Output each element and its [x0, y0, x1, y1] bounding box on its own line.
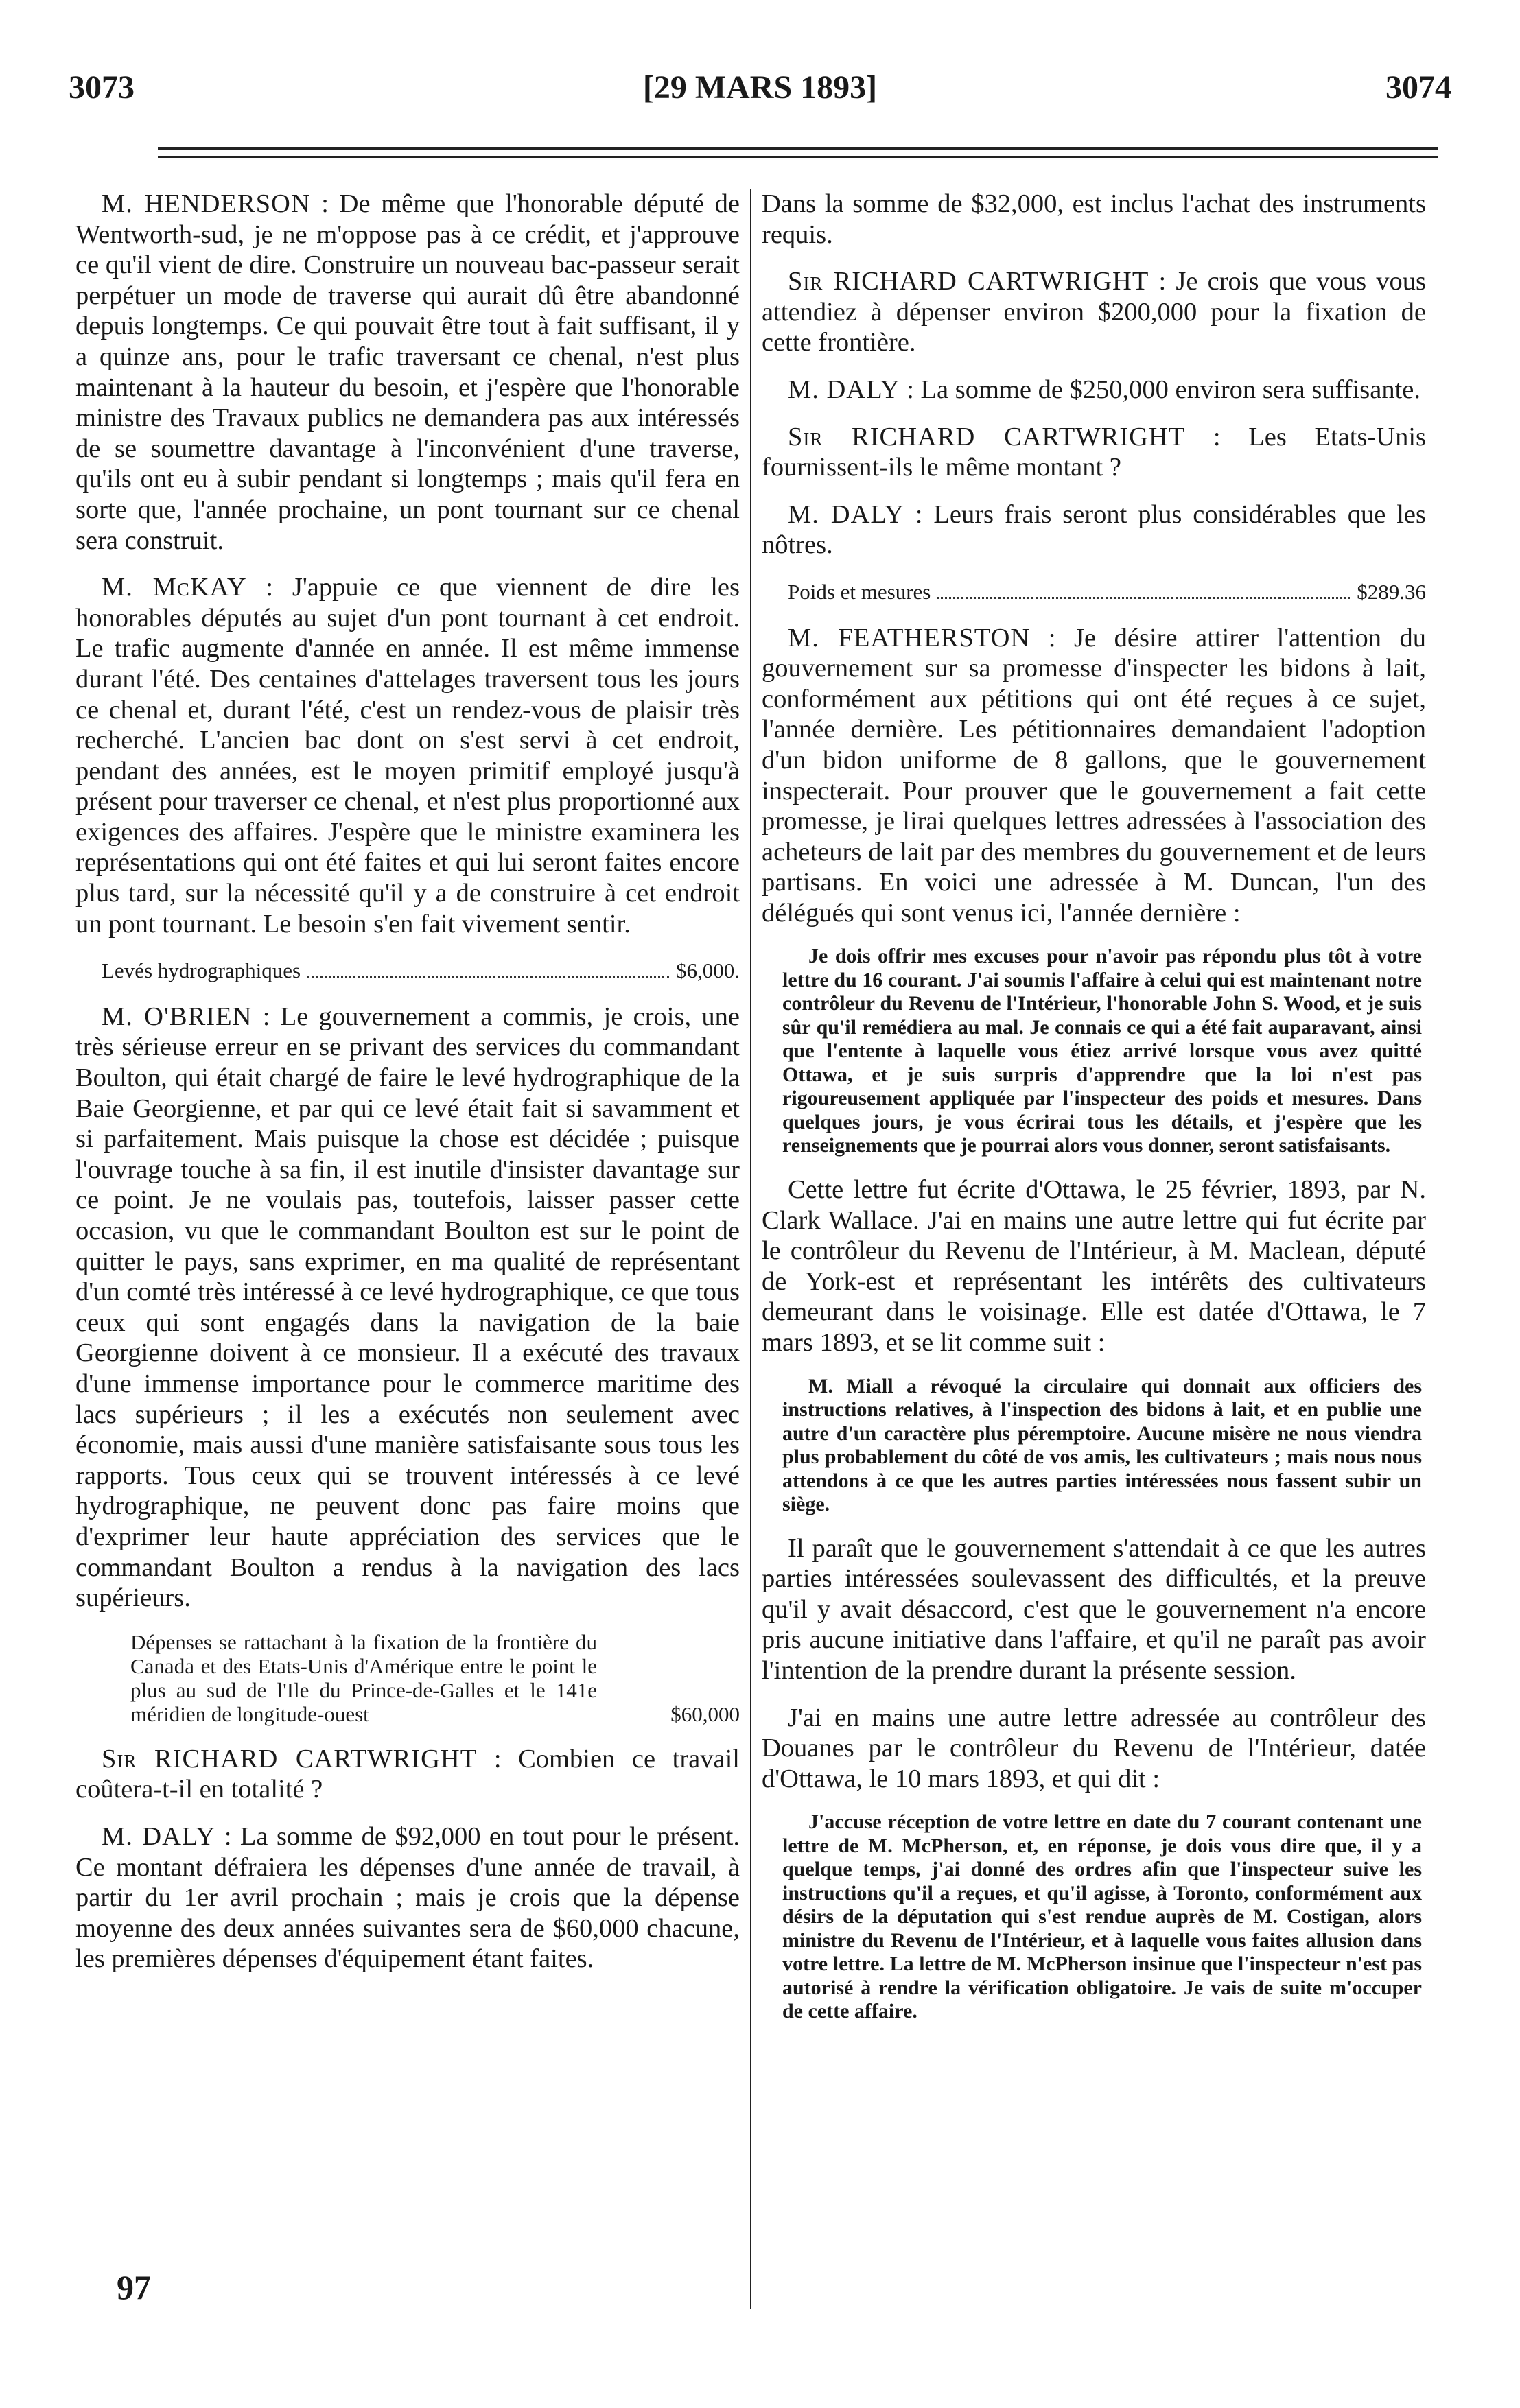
- right-column: [762, 189, 1426, 2040]
- paragraph-daly-3: [762, 499, 1426, 560]
- paragraph-cartwright-2: [762, 266, 1426, 358]
- paragraph-letter-context: Cette lettre fut écrite d'Ottawa, le 25 février, 1893, par N. Clark Wallace. J'ai en mains une autre lettre qui fut écrite par le contrôleur du Revenu de l'Intérieur, à M. Maclean, député de York-est et représentant les intérêts des cultivateurs demeurant dans le voisinage. Elle est datée d'Ottawa, le 7 mars 1893, et se lit comme suit :: [762, 1175, 1426, 1357]
- quoted-letter-2: M. Miall a révoqué la circulaire qui donnait aux officiers des instructions relatives, à l'inspection des bidons à lait, et en publie une autre d'un caractère plus péremptoire. Aucune misère ne nous viendra plus probablement du côté de vos amis, les cultivateurs ; mais nous nous attendons à ce que les autres parties intéressées nous fassent subir un siège.: [782, 1374, 1422, 1516]
- header-date: [29 MARS 1893]: [642, 69, 878, 106]
- page-header: [69, 69, 1451, 117]
- paragraph-henderson: [75, 189, 740, 556]
- speaker-name: M. FEATHERSTON: [788, 623, 1031, 652]
- quoted-letter-3: J'accuse réception de votre lettre en date du 7 courant contenant une lettre de M. McPherson, et, en réponse, je dois vous dire que, il y a quelque temps, j'ai donné des ordres afin que l'inspecteur suive les instructions qu'il a reçues, et qu'il agisse, à Toronto, conformément aux désirs de la députation qui s'est rendue auprès de M. Costigan, alors ministre du Revenu de l'Intérieur, et à laquelle vous faites allusion dans votre lettre. La lettre de M. McPherson insinue que l'inspecteur n'est pas autorisé à rendre la vérification obligatoire. Je vais de suite m'occuper de cette affaire.: [782, 1810, 1422, 2023]
- speaker-name: M. DALY: [102, 1821, 216, 1851]
- budget-item-frontiere: [75, 1630, 740, 1726]
- speaker-name: Sir RICHARD CARTWRIGHT: [788, 267, 1149, 296]
- budget-item-amount: $289.36: [1357, 579, 1426, 604]
- budget-item-leves: [75, 956, 740, 987]
- speech-text: : Combien ce travail coûtera-t-il en totalité ?: [75, 1744, 740, 1804]
- header-rule-top: [158, 147, 1438, 150]
- speech-text: : Les Etats-Unis fournissent-ils le même montant ?: [762, 422, 1426, 482]
- speaker-name: M. DALY: [788, 375, 900, 404]
- speech-text: : La somme de $92,000 en tout pour le présent. Ce montant défraiera les dépenses d'une année de travail, à partir du 1er avril prochain ; mais je crois que la dépense moyenne des deux années suivantes sera de $60,000 chacune, les premières dépenses d'équipement étant faites.: [75, 1821, 740, 1974]
- speaker-name: M. HENDERSON: [102, 189, 311, 218]
- speaker-name: M. O'BRIEN: [102, 1002, 253, 1031]
- budget-item-label: Dépenses se rattachant à la fixation de la frontière du Canada et des Etats-Unis d'Amérique entre le point le plus au sud de l'Ile du Prince-de-Galles et le 141e méridien de longitude-ouest: [130, 1629, 597, 1726]
- speech-text: : Leurs frais seront plus considérables que les nôtres.: [762, 499, 1426, 560]
- budget-item-amount: $6,000.: [676, 958, 740, 983]
- paragraph-featherston: [762, 623, 1426, 929]
- speaker-name: Sir RICHARD CARTWRIGHT: [102, 1744, 478, 1773]
- speech-text: : J'appuie ce que viennent de dire les honorables députés au sujet d'un pont tournant à cet endroit. Le trafic augmente d'année en année. Il est même immense durant l'été. Des centaines d'attelages traversent tous les jours ce chenal et, durant l'été, c'est un rendez-vous de plaisir très recherché. L'ancien bac dont on s'est servi à cet endroit, pendant des années, est le moyen primitif employé jusqu'à présent pour traverser ce chenal, et n'est plus proportionné aux exigences des affaires. J'espère que le ministre examinera les représentations qui ont été faites et qui lui seront faites encore plus tard, sur la nécessité qu'il y a de construire à cet endroit un pont tournant. Le besoin s'en fait vivement sentir.: [75, 573, 740, 939]
- speech-text: : De même que l'honorable député de Wentworth-sud, je ne m'oppose pas à ce crédit, et j'approuve ce qu'il vient de dire. Construire un nouveau bac-passeur serait perpétuer un mode de traverse qui aurait dû être abandonné depuis longtemps. Ce qui pouvait être tout à fait suffisant, il y a quinze ans, pour le trafic traversant ce chenal, n'est plus maintenant à la hauteur du besoin, et j'espère que l'honorable ministre des Travaux publics ne demandera pas aux intéressés de se soumettre davantage à l'inconvénient d'une traverse, qu'ils ont eu à subir pendant si longtemps ; mais qu'il fera en sorte que, l'année prochaine, un pont tournant sur ce chenal sera construit.: [75, 189, 740, 555]
- speech-text: : Je crois que vous vous attendiez à dépenser environ $200,000 pour la fixation de cette frontière.: [762, 267, 1426, 357]
- paragraph-daly-continued: Dans la somme de $32,000, est inclus l'achat des instruments requis.: [762, 189, 1426, 249]
- column-divider: [750, 189, 751, 2309]
- paragraph-daly-2: [762, 375, 1426, 405]
- signature-number: 97: [117, 2268, 151, 2306]
- left-column: [75, 189, 740, 1991]
- budget-item-label: Poids et mesures: [788, 579, 931, 604]
- speaker-name: M. DALY: [788, 499, 904, 529]
- paragraph-mckay: [75, 572, 740, 939]
- paragraph-cartwright-1: [75, 1744, 740, 1805]
- paragraph-another-letter: J'ai en mains une autre lettre adressée au contrôleur des Douanes par le contrôleur du Revenu de l'Intérieur, datée d'Ottawa, le 10 mars 1893, et qui dit :: [762, 1703, 1426, 1793]
- paragraph-cartwright-3: [762, 422, 1426, 483]
- speech-text: : Je désire attirer l'attention du gouvernement sur sa promesse d'inspecter les bidons à lait, conformément aux pétitions qui ont été reçues à ce sujet, l'année dernière. Les pétitionnaires demandaient l'adoption d'un bidon uniforme de 8 gallons, que le gouvernement inspecterait. Pour prouver que le gouvernement a fait cette promesse, je lirai quelques lettres adressées à l'association des acheteurs de lait par des membres du gouvernement et de leurs partisans. En voici une adressée à M. Duncan, l'un des délégués qui sont venus ici, l'année dernière :: [762, 623, 1426, 928]
- quoted-letter-1: Je dois offrir mes excuses pour n'avoir pas répondu plus tôt à votre lettre du 16 courant. J'ai soumis l'affaire à celui qui est maintenant notre contrôleur du Revenu de l'Intérieur, l'honorable John S. Wood, et je suis sûr qu'il remédiera au mal. Je connais ce qui a été fait auparavant, ainsi que l'entente à laquelle vous étiez arrivé lorsque vous avez quitté Ottawa, et je suis surpris d'apprendre que la loi n'est pas rigoureusement appliquée par l'inspecteur des poids et mesures. Dans quelques jours, je vous écrirai tous les détails, et j'espère que les renseignements que je pourrai alors vous donner, seront satisfaisants.: [782, 945, 1422, 1157]
- page-number-left: 3073: [69, 69, 135, 106]
- paragraph-government: Il paraît que le gouvernement s'attendait à ce que les autres parties intéressées soulevassent des difficultés, et la preuve qu'il y avait désaccord, c'est que le gouvernement n'a encore pris aucune initiative dans l'affaire, et qu'il ne paraît pas avoir l'intention de la prendre durant la présente session.: [762, 1533, 1426, 1685]
- page-number-right: 3074: [1385, 69, 1451, 106]
- header-rule-bottom: [158, 156, 1438, 158]
- paragraph-daly-1: [75, 1821, 740, 1974]
- budget-item-poids: [762, 577, 1426, 608]
- dot-leader: [307, 976, 669, 978]
- speaker-name: Sir RICHARD CARTWRIGHT: [788, 422, 1186, 451]
- budget-item-label: Levés hydrographiques: [102, 958, 301, 983]
- speech-text: : Le gouvernement a commis, je crois, une très sérieuse erreur en se privant des services du commandant Boulton, qui était chargé de faire le levé hydrographique de la Baie Georgienne, et par qui ce levé était fait si savamment et si parfaitement. Mais puisque la chose est décidée ; puisque l'ouvrage touche à sa fin, il est inutile d'insister davantage sur ce point. Je ne voulais pas, toutefois, laisser passer cette occasion, vu que le commandant Boulton est sur le point de quitter le pays, sans exprimer, en ma qualité de représentant d'un comté très intéressé à ce levé hydrographique, ce que tous ceux qui sont engagés dans la navigation de la baie Georgienne doivent à ce monsieur. Il a exécuté des travaux d'une immense importance pour le commerce maritime des lacs supérieurs ; il les a exécutés non seulement avec économie, mais aussi d'une manière satisfaisante sous tous les rapports. Tous ceux qui se trouvent intéressés à ce levé hydrographique, ne peuvent donc pas faire moins que d'exprimer leur haute appréciation des services que le commandant Boulton a rendus à la navigation des lacs supérieurs.: [75, 1002, 740, 1613]
- speaker-name: M. McKAY: [102, 573, 247, 602]
- dot-leader: [937, 597, 1350, 599]
- speech-text: : La somme de $250,000 environ sera suffisante.: [900, 375, 1420, 404]
- paragraph-obrien: [75, 1002, 740, 1614]
- budget-item-amount: $60,000: [670, 1701, 740, 1726]
